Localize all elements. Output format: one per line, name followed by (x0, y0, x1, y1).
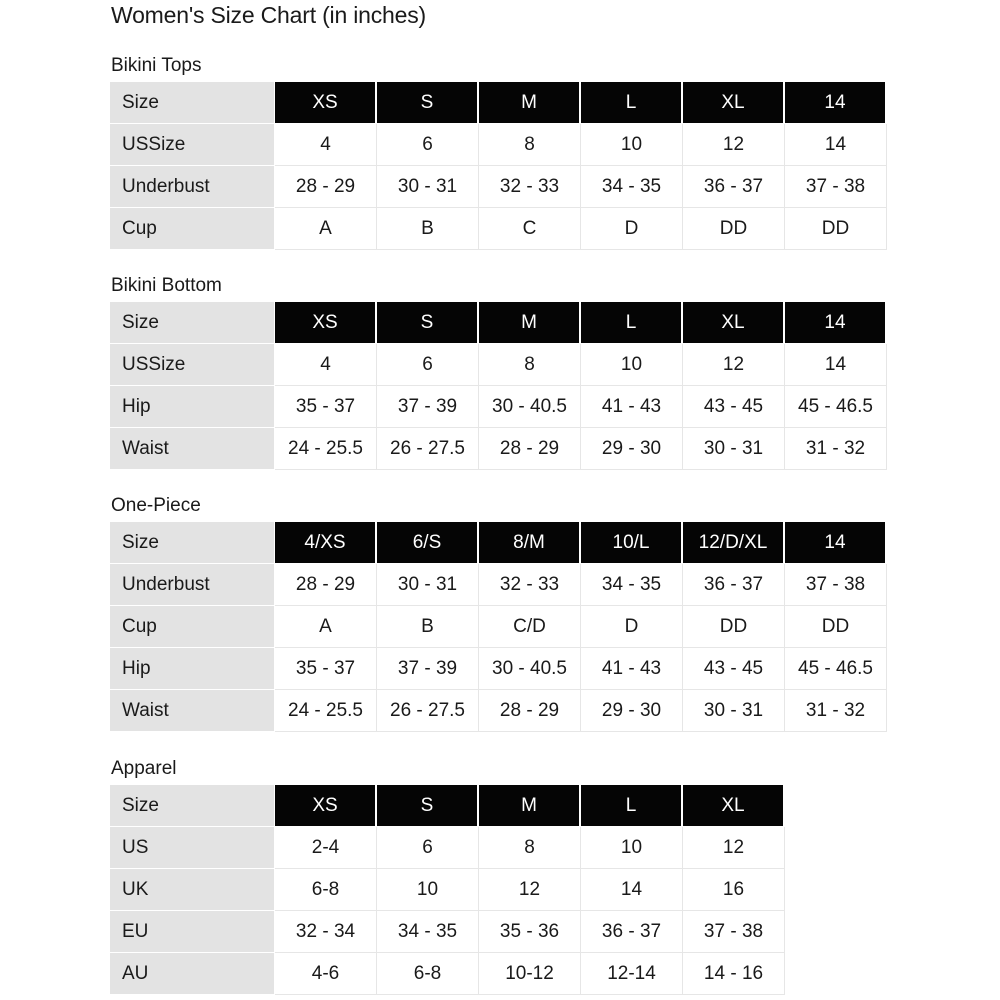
table-row (110, 386, 887, 428)
row-label: Waist (110, 428, 275, 470)
section-title: Apparel (111, 758, 177, 779)
table-row (110, 827, 785, 869)
size-header-cell: 8/M (479, 522, 581, 564)
table-cell: 30 - 31 (683, 690, 785, 732)
table-cell: 24 - 25.5 (275, 428, 377, 470)
row-label: Size (110, 522, 275, 564)
table-cell: 10-12 (479, 953, 581, 995)
table-cell: 30 - 31 (377, 166, 479, 208)
table-cell: 6 (377, 344, 479, 386)
row-label: Size (110, 785, 275, 827)
table-cell: 43 - 45 (683, 386, 785, 428)
table-cell: 6-8 (377, 953, 479, 995)
table-row (110, 606, 887, 648)
table-cell: 24 - 25.5 (275, 690, 377, 732)
table-cell: 34 - 35 (377, 911, 479, 953)
size-header-cell: L (581, 82, 683, 124)
size-header-cell: 4/XS (275, 522, 377, 564)
table-cell: 26 - 27.5 (377, 690, 479, 732)
page-title: Women's Size Chart (in inches) (111, 2, 426, 28)
table-cell: 37 - 38 (683, 911, 785, 953)
table-row (110, 522, 887, 564)
table-cell: B (377, 606, 479, 648)
row-label: US (110, 827, 275, 869)
table-cell: 32 - 34 (275, 911, 377, 953)
table-cell: 34 - 35 (581, 564, 683, 606)
row-label: Waist (110, 690, 275, 732)
table-cell: C (479, 208, 581, 250)
table-cell: DD (683, 208, 785, 250)
section-bikini-tops (110, 54, 887, 250)
table-row (110, 208, 887, 250)
size-header-cell: S (377, 785, 479, 827)
size-header-cell: XL (683, 82, 785, 124)
table-row (110, 124, 887, 166)
table-cell: 10 (581, 827, 683, 869)
table-cell: 37 - 38 (785, 564, 887, 606)
table-cell: 32 - 33 (479, 564, 581, 606)
table-cell: 35 - 36 (479, 911, 581, 953)
table-cell: 41 - 43 (581, 648, 683, 690)
table-cell: 12 (683, 344, 785, 386)
table-cell: 12 (683, 827, 785, 869)
section-title: Bikini Bottom (111, 275, 222, 296)
table-cell: 12-14 (581, 953, 683, 995)
table-cell: 10 (377, 869, 479, 911)
size-header-cell: 14 (785, 522, 887, 564)
size-header-cell: 6/S (377, 522, 479, 564)
table-cell: 8 (479, 827, 581, 869)
table-cell: A (275, 606, 377, 648)
section-title: One-Piece (111, 495, 201, 516)
table-row (110, 428, 887, 470)
row-label: Underbust (110, 166, 275, 208)
size-header-cell: S (377, 82, 479, 124)
row-label: EU (110, 911, 275, 953)
size-table-one-piece (110, 522, 887, 732)
size-header-cell: 12/D/XL (683, 522, 785, 564)
size-table-bikini-bottom (110, 302, 887, 470)
section-apparel (110, 757, 785, 995)
table-cell: 28 - 29 (479, 690, 581, 732)
size-header-cell: 10/L (581, 522, 683, 564)
table-cell: 43 - 45 (683, 648, 785, 690)
table-cell: D (581, 208, 683, 250)
table-cell: D (581, 606, 683, 648)
row-label: UK (110, 869, 275, 911)
table-row (110, 302, 887, 344)
row-label: Underbust (110, 564, 275, 606)
size-header-cell: M (479, 302, 581, 344)
table-cell: 4 (275, 344, 377, 386)
table-cell: 45 - 46.5 (785, 648, 887, 690)
section-title: Bikini Tops (111, 55, 202, 76)
table-row (110, 869, 785, 911)
table-cell: DD (785, 208, 887, 250)
table-cell: DD (785, 606, 887, 648)
table-cell: 32 - 33 (479, 166, 581, 208)
table-cell: 14 - 16 (683, 953, 785, 995)
table-cell: 35 - 37 (275, 648, 377, 690)
table-cell: 36 - 37 (581, 911, 683, 953)
table-cell: 2-4 (275, 827, 377, 869)
table-cell: 37 - 39 (377, 648, 479, 690)
row-label: Hip (110, 648, 275, 690)
row-label: AU (110, 953, 275, 995)
section-bikini-bottom (110, 274, 887, 470)
table-cell: 34 - 35 (581, 166, 683, 208)
table-cell: 10 (581, 124, 683, 166)
table-cell: 30 - 40.5 (479, 648, 581, 690)
table-row (110, 564, 887, 606)
table-row (110, 690, 887, 732)
size-header-cell: S (377, 302, 479, 344)
row-label: Size (110, 302, 275, 344)
table-cell: 12 (683, 124, 785, 166)
table-cell: 37 - 39 (377, 386, 479, 428)
size-table-bikini-tops (110, 82, 887, 250)
table-cell: B (377, 208, 479, 250)
table-cell: 4 (275, 124, 377, 166)
section-one-piece (110, 494, 887, 732)
table-cell: A (275, 208, 377, 250)
row-label: Hip (110, 386, 275, 428)
table-cell: 30 - 40.5 (479, 386, 581, 428)
table-row (110, 648, 887, 690)
row-label: Cup (110, 208, 275, 250)
table-cell: 4-6 (275, 953, 377, 995)
table-row (110, 911, 785, 953)
table-row (110, 166, 887, 208)
table-cell: 45 - 46.5 (785, 386, 887, 428)
table-cell: 26 - 27.5 (377, 428, 479, 470)
table-cell: 36 - 37 (683, 564, 785, 606)
table-cell: 6 (377, 124, 479, 166)
table-cell: 31 - 32 (785, 428, 887, 470)
size-header-cell: 14 (785, 82, 887, 124)
table-cell: 14 (581, 869, 683, 911)
size-header-cell: M (479, 785, 581, 827)
table-cell: 28 - 29 (275, 166, 377, 208)
table-cell: 31 - 32 (785, 690, 887, 732)
size-table-apparel (110, 785, 785, 995)
table-row (110, 953, 785, 995)
size-header-cell: M (479, 82, 581, 124)
table-cell: DD (683, 606, 785, 648)
row-label: Cup (110, 606, 275, 648)
table-cell: 30 - 31 (683, 428, 785, 470)
table-cell: 16 (683, 869, 785, 911)
size-header-cell: XS (275, 302, 377, 344)
size-header-cell: L (581, 302, 683, 344)
table-cell: 35 - 37 (275, 386, 377, 428)
size-header-cell: XS (275, 82, 377, 124)
table-row (110, 785, 785, 827)
size-header-cell: L (581, 785, 683, 827)
size-header-cell: XL (683, 785, 785, 827)
row-label: Size (110, 82, 275, 124)
table-cell: 30 - 31 (377, 564, 479, 606)
size-header-cell: XS (275, 785, 377, 827)
table-cell: 12 (479, 869, 581, 911)
table-cell: 37 - 38 (785, 166, 887, 208)
table-row (110, 82, 887, 124)
row-label: USSize (110, 344, 275, 386)
table-cell: C/D (479, 606, 581, 648)
table-cell: 36 - 37 (683, 166, 785, 208)
table-cell: 28 - 29 (479, 428, 581, 470)
table-cell: 29 - 30 (581, 690, 683, 732)
table-cell: 6 (377, 827, 479, 869)
table-cell: 29 - 30 (581, 428, 683, 470)
table-cell: 6-8 (275, 869, 377, 911)
row-label: USSize (110, 124, 275, 166)
size-header-cell: 14 (785, 302, 887, 344)
table-row (110, 344, 887, 386)
table-cell: 41 - 43 (581, 386, 683, 428)
table-cell: 28 - 29 (275, 564, 377, 606)
size-header-cell: XL (683, 302, 785, 344)
table-cell: 8 (479, 344, 581, 386)
table-cell: 8 (479, 124, 581, 166)
table-cell: 14 (785, 344, 887, 386)
table-cell: 14 (785, 124, 887, 166)
table-cell: 10 (581, 344, 683, 386)
